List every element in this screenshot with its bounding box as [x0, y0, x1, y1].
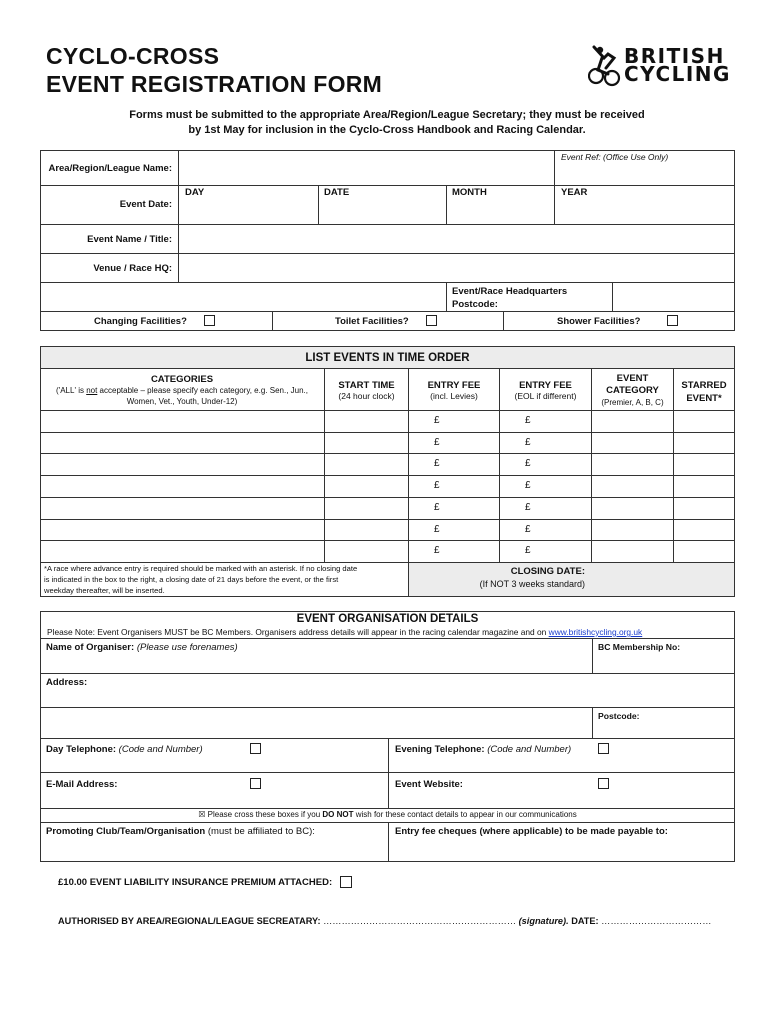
- event-row-3-starred-input[interactable]: [674, 454, 734, 474]
- title-line-2: EVENT REGISTRATION FORM: [46, 71, 383, 97]
- event-category-sub: (Premier, A, B, C): [601, 398, 664, 407]
- event-row-3-entry-fee-eol-input[interactable]: [500, 454, 591, 474]
- event-row-1-start-time-input[interactable]: [325, 411, 408, 431]
- hq-blank-input[interactable]: [41, 283, 445, 310]
- entry-fee-eol-header: ENTRY FEE: [519, 380, 572, 391]
- year-label: YEAR: [561, 187, 588, 198]
- event-row-5-entry-fee-eol-input[interactable]: [500, 498, 591, 518]
- optout-note: ☒ Please cross these boxes if you DO NOT wish for these contact details to appear in our communications: [198, 810, 577, 819]
- month-input[interactable]: [447, 199, 553, 223]
- event-row-1-category-input[interactable]: [41, 411, 324, 431]
- cheques-payable-label: Entry fee cheques (where applicable) to be made payable to:: [395, 826, 668, 837]
- start-time-header-cell: [325, 380, 408, 401]
- signature-field[interactable]: ………………………………………………………: [323, 916, 517, 926]
- start-time-header: START TIME: [338, 380, 395, 391]
- shower-facilities-label: Shower Facilities?: [557, 316, 641, 327]
- starred-header-1: STARRED: [681, 380, 727, 391]
- hq-postcode-input[interactable]: [613, 283, 734, 310]
- pound-sign: £: [525, 458, 531, 469]
- event-row-5-category-input[interactable]: [41, 498, 324, 518]
- pound-sign: £: [434, 437, 440, 448]
- intro-line-1: Forms must be submitted to the appropriate Area/Region/League Secretary; they must be received: [129, 109, 645, 121]
- event-row-2-start-time-input[interactable]: [325, 433, 408, 453]
- event-row-4-event-category-input[interactable]: [592, 476, 673, 496]
- promoting-club-input[interactable]: [41, 838, 387, 861]
- event-name-input[interactable]: [179, 225, 734, 252]
- email-label: E-Mail Address:: [46, 779, 118, 790]
- entry-fee-eol-header-cell: [500, 380, 591, 401]
- address-label: Address:: [46, 677, 88, 688]
- promoting-club-label: Promoting Club/Team/Organisation (must be affiliated to BC):: [46, 826, 315, 837]
- event-ref-label: Event Ref: (Office Use Only): [561, 152, 669, 162]
- event-row-5-start-time-input[interactable]: [325, 498, 408, 518]
- entry-fee-eol-sub: (EOL if different): [514, 391, 577, 401]
- events-title: LIST EVENTS IN TIME ORDER: [305, 352, 470, 364]
- pound-sign: £: [525, 437, 531, 448]
- start-time-sub: (24 hour clock): [338, 391, 395, 401]
- entry-fee-header: ENTRY FEE: [427, 380, 481, 391]
- event-row-3-event-category-input[interactable]: [592, 454, 673, 474]
- website-optout-checkbox[interactable]: [598, 778, 609, 789]
- categories-header-cell: [40, 374, 324, 407]
- categories-note-line2: Women, Vet., Youth, Under-12): [126, 397, 238, 406]
- logo-text-british: BRITISH: [624, 44, 725, 68]
- categories-header: CATEGORIES: [150, 374, 214, 385]
- day-telephone-optout-checkbox[interactable]: [250, 743, 261, 754]
- intro-line-2: by 1st May for inclusion in the Cyclo-Cross Handbook and Racing Calendar.: [188, 124, 586, 136]
- pound-sign: £: [525, 545, 531, 556]
- organiser-name-label: Name of Organiser: (Please use forenames): [46, 642, 238, 653]
- footnote-line-2: is indicated in the box to the right, a closing date of 21 days before the event, or the first: [44, 575, 339, 584]
- hq-postcode-label-line1: Event/Race Headquarters: [452, 286, 568, 297]
- pound-sign: £: [525, 502, 531, 513]
- changing-facilities-label: Changing Facilities?: [94, 316, 187, 327]
- cheques-payable-input[interactable]: [389, 838, 734, 861]
- closing-date-sub: (If NOT 3 weeks standard): [479, 579, 585, 589]
- area-input[interactable]: [179, 151, 554, 185]
- evening-telephone-input[interactable]: [389, 756, 734, 771]
- toilet-facilities-label: Toilet Facilities?: [335, 316, 409, 327]
- event-row-4-starred-input[interactable]: [674, 476, 734, 496]
- event-row-1-starred-input[interactable]: [674, 411, 734, 431]
- day-label: DAY: [185, 187, 205, 198]
- event-row-4-start-time-input[interactable]: [325, 476, 408, 496]
- categories-note: ('ALL' is not acceptable – please specify each category, e.g. Sen., Jun.,: [56, 386, 308, 395]
- address-input-line1[interactable]: [41, 689, 734, 706]
- event-row-5-starred-input[interactable]: [674, 498, 734, 518]
- event-row-7-category-input[interactable]: [41, 541, 324, 561]
- postcode-input[interactable]: [593, 722, 734, 737]
- event-category-header-cell: [592, 373, 673, 409]
- day-telephone-input[interactable]: [41, 756, 387, 771]
- pound-sign: £: [434, 524, 440, 535]
- authorisation-date-field[interactable]: ………………………………: [601, 916, 712, 926]
- event-row-4-category-input[interactable]: [41, 476, 324, 496]
- event-row-6-entry-fee-input[interactable]: [409, 520, 499, 540]
- event-row-7-starred-input[interactable]: [674, 541, 734, 561]
- event-row-2-starred-input[interactable]: [674, 433, 734, 453]
- entry-fee-header-cell: [409, 380, 499, 401]
- british-cycling-logo: [588, 44, 734, 88]
- event-category-header-1: EVENT: [616, 373, 649, 384]
- venue-input[interactable]: [179, 254, 734, 281]
- event-row-5-entry-fee-input[interactable]: [409, 498, 499, 518]
- event-row-7-start-time-input[interactable]: [325, 541, 408, 561]
- advance-entry-footnote: [44, 563, 357, 596]
- website-label: Event Website:: [395, 779, 463, 790]
- event-row-3-start-time-input[interactable]: [325, 454, 408, 474]
- toilet-facilities-checkbox[interactable]: [426, 315, 437, 326]
- british-cycling-link[interactable]: www.britishcycling.org.uk: [548, 627, 643, 637]
- organisation-title: EVENT ORGANISATION DETAILS: [296, 613, 479, 625]
- date-input[interactable]: [319, 199, 445, 223]
- event-row-1-entry-fee-input[interactable]: [409, 411, 499, 431]
- event-row-2-event-category-input[interactable]: [592, 433, 673, 453]
- organisation-note: Please Note: Event Organisers MUST be BC Members. Organisers address details will appear in the racing calendar magazine and on www.britishcycling.org.uk: [47, 627, 643, 637]
- changing-facilities-checkbox[interactable]: [204, 315, 215, 326]
- event-row-2-category-input[interactable]: [41, 433, 324, 453]
- title-line-1: CYCLO-CROSS: [46, 43, 220, 69]
- event-row-6-event-category-input[interactable]: [592, 520, 673, 540]
- date-label: DATE: [324, 187, 350, 198]
- venue-label: Venue / Race HQ:: [93, 263, 172, 274]
- event-row-7-entry-fee-eol-input[interactable]: [500, 541, 591, 561]
- event-row-6-entry-fee-eol-input[interactable]: [500, 520, 591, 540]
- event-name-label: Event Name / Title:: [87, 234, 172, 245]
- postcode-label: Postcode:: [598, 711, 640, 721]
- starred-header-cell: [674, 379, 734, 405]
- email-optout-checkbox[interactable]: [250, 778, 261, 789]
- logo-text-cycling: CYCLING: [624, 62, 731, 86]
- month-label: MONTH: [452, 187, 487, 198]
- event-category-header-2: CATEGORY: [606, 385, 659, 396]
- event-row-3-entry-fee-input[interactable]: [409, 454, 499, 474]
- day-telephone-label: Day Telephone: (Code and Number): [46, 744, 203, 755]
- closing-date-cell[interactable]: [409, 566, 585, 589]
- evening-telephone-optout-checkbox[interactable]: [598, 743, 609, 754]
- entry-fee-sub: (incl. Levies): [430, 391, 478, 401]
- cyclist-icon: [588, 44, 628, 88]
- event-row-2-entry-fee-eol-input[interactable]: [500, 433, 591, 453]
- website-input[interactable]: [389, 791, 734, 807]
- event-row-6-start-time-input[interactable]: [325, 520, 408, 540]
- pound-sign: £: [525, 415, 531, 426]
- area-label: Area/Region/League Name:: [48, 163, 172, 174]
- footnote-line-3: weekday thereafter, will be inserted.: [44, 586, 165, 595]
- event-row-7-event-category-input[interactable]: [592, 541, 673, 561]
- pound-sign: £: [434, 502, 440, 513]
- pound-sign: £: [525, 480, 531, 491]
- event-row-4-entry-fee-input[interactable]: [409, 476, 499, 496]
- pound-sign: £: [434, 415, 440, 426]
- hq-postcode-label-line2: Postcode:: [452, 299, 498, 310]
- insurance-label: £10.00 EVENT LIABILITY INSURANCE PREMIUM ATTACHED:: [58, 877, 333, 888]
- event-row-4-entry-fee-eol-input[interactable]: [500, 476, 591, 496]
- bc-membership-input[interactable]: [593, 654, 734, 672]
- event-date-label: Event Date:: [119, 199, 172, 210]
- event-row-7-entry-fee-input[interactable]: [409, 541, 499, 561]
- evening-telephone-label: Evening Telephone: (Code and Number): [395, 744, 572, 755]
- authorisation-line: AUTHORISED BY AREA/REGIONAL/LEAGUE SECREATARY: ……………………………………………………… (signature). DATE: ………………………………: [58, 916, 712, 926]
- event-row-3-category-input[interactable]: [41, 454, 324, 474]
- pound-sign: £: [434, 458, 440, 469]
- email-input[interactable]: [41, 791, 387, 807]
- event-row-5-event-category-input[interactable]: [592, 498, 673, 518]
- starred-header-2: EVENT*: [686, 393, 722, 404]
- event-row-1-entry-fee-eol-input[interactable]: [500, 411, 591, 431]
- pound-sign: £: [525, 524, 531, 535]
- form-title: [46, 42, 382, 98]
- pound-sign: £: [434, 545, 440, 556]
- event-ref-input[interactable]: [555, 165, 734, 185]
- event-row-6-category-input[interactable]: [41, 520, 324, 540]
- intro-text: [40, 108, 734, 138]
- shower-facilities-checkbox[interactable]: [667, 315, 678, 326]
- pound-sign: £: [434, 480, 440, 491]
- organiser-name-input[interactable]: [41, 654, 591, 672]
- event-row-1-event-category-input[interactable]: [592, 411, 673, 431]
- address-input-line2[interactable]: [41, 708, 591, 737]
- closing-date-label: CLOSING DATE:: [510, 566, 585, 577]
- bc-membership-label: BC Membership No:: [598, 642, 681, 652]
- crossed-box-icon: ☒: [198, 810, 206, 819]
- hq-postcode-label: [452, 285, 567, 311]
- footnote-line-1: *A race where advance entry is required should be marked with an asterisk. If no closing date: [44, 564, 358, 573]
- insurance-checkbox[interactable]: [340, 876, 352, 888]
- event-row-2-entry-fee-input[interactable]: [409, 433, 499, 453]
- event-row-6-starred-input[interactable]: [674, 520, 734, 540]
- day-input[interactable]: [179, 199, 317, 223]
- year-input[interactable]: [555, 199, 734, 223]
